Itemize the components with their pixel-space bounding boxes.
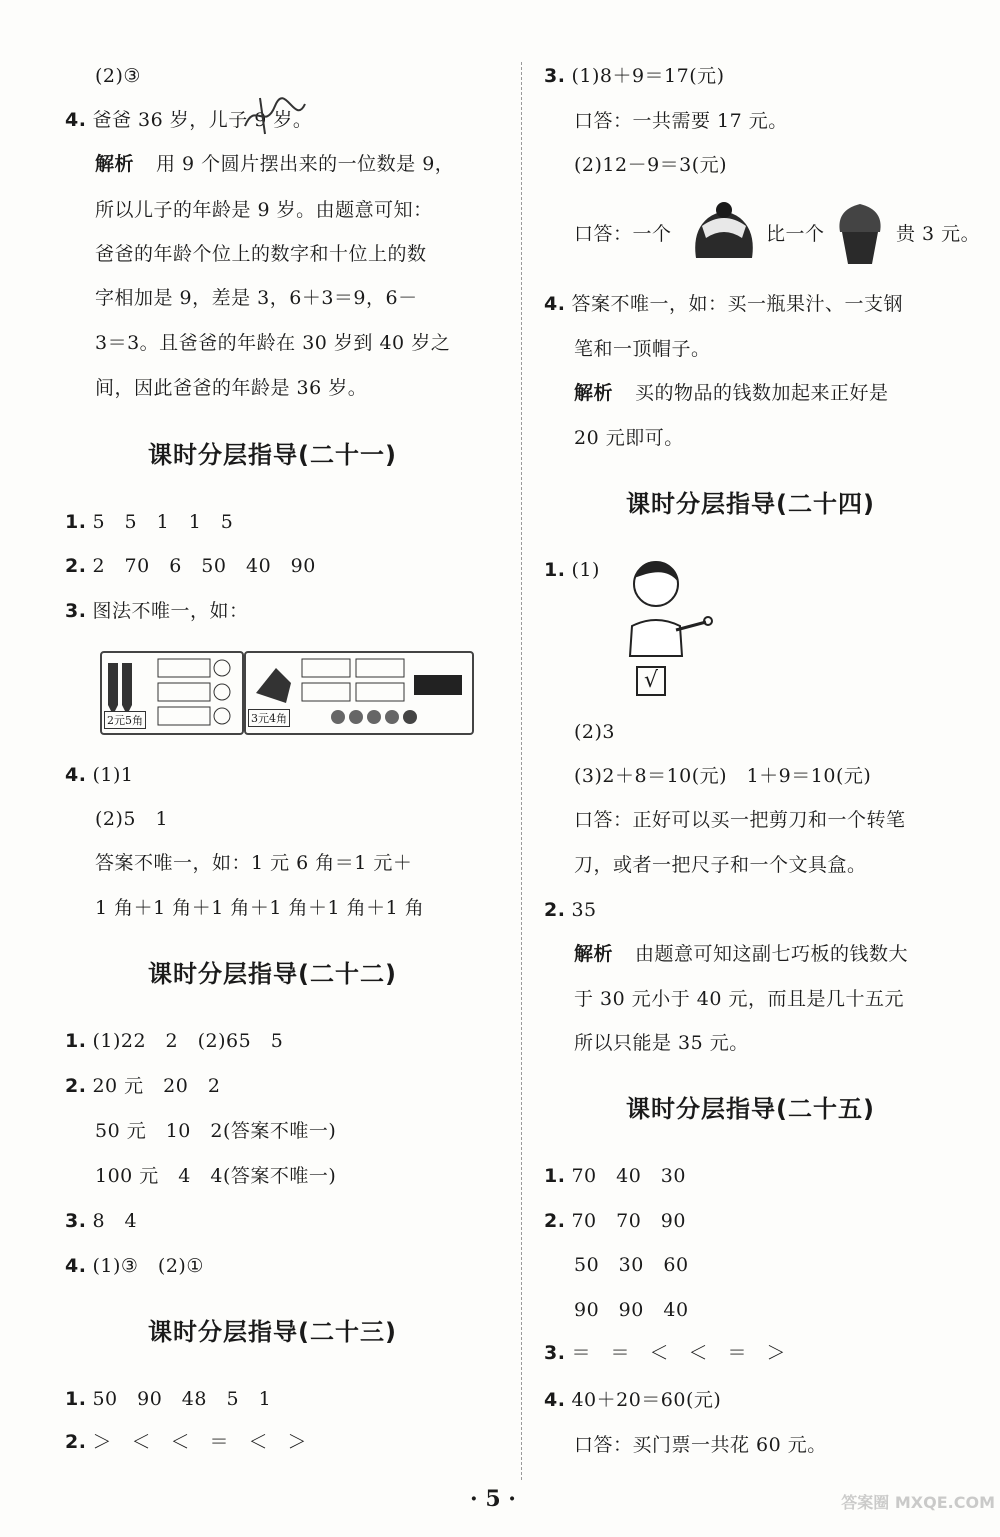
answer-row bbox=[65, 1207, 137, 1235]
answer-row bbox=[544, 1162, 686, 1190]
answer-text: (1)③ (2)① bbox=[92, 1255, 204, 1277]
answer-line: (2)5 1 bbox=[95, 808, 169, 830]
answer-text: 贵 3 元。 bbox=[896, 223, 981, 245]
answer-text: 8 4 bbox=[92, 1210, 138, 1232]
muffin-icon bbox=[830, 196, 890, 268]
answer-row bbox=[65, 1027, 283, 1055]
analysis-line: 所以儿子的年龄是 9 岁。由题意可知： bbox=[95, 199, 433, 221]
analysis-line: 3＝3。且爸爸的年龄在 30 岁到 40 岁之 bbox=[95, 332, 451, 354]
analysis-label: 解析 bbox=[574, 382, 614, 404]
section-heading-21: 课时分层指导(二十一) bbox=[148, 441, 397, 469]
answer-line: 口答：买门票一共花 60 元。 bbox=[574, 1434, 827, 1456]
answer-row bbox=[544, 290, 903, 318]
answer-text: (1)22 2 (2)65 5 bbox=[92, 1030, 284, 1052]
answer-text: 70 40 30 bbox=[571, 1165, 686, 1187]
analysis-text: 由题意可知这副七巧板的钱数大 bbox=[635, 943, 909, 965]
answer-line: 口答：正好可以买一把剪刀和一个转笔 bbox=[574, 809, 906, 831]
analysis-line: 所以只能是 35 元。 bbox=[574, 1032, 749, 1054]
answer-row bbox=[65, 1072, 220, 1100]
analysis-line: 间，因此爸爸的年龄是 36 岁。 bbox=[95, 377, 368, 399]
analysis-line bbox=[574, 940, 908, 968]
answer-row bbox=[544, 1386, 721, 1414]
answer-text: 40＋20＝60(元) bbox=[571, 1389, 722, 1411]
answer-text: (1) bbox=[571, 559, 600, 581]
answer-line: (3)2＋8＝10(元) 1＋9＝10(元) bbox=[574, 765, 872, 787]
answer-text: 比一个 bbox=[766, 223, 825, 245]
analysis-label: 解析 bbox=[95, 153, 135, 175]
analysis-line bbox=[574, 379, 889, 407]
question-number: 2. bbox=[65, 555, 87, 577]
answer-text: 答案不唯一，如：买一瓶果汁、一支钢 bbox=[571, 293, 903, 315]
answer-row bbox=[544, 1339, 786, 1367]
analysis-line bbox=[95, 150, 454, 178]
answer-text: 70 70 90 bbox=[571, 1210, 686, 1232]
analysis-label: 解析 bbox=[574, 943, 614, 965]
analysis-line: 字相加是 9，差是 3，6＋3＝9，6－ bbox=[95, 287, 418, 309]
answer-line: (2)③ bbox=[95, 65, 141, 87]
answer-row bbox=[65, 761, 133, 789]
question-number: 4. bbox=[65, 109, 87, 131]
question-number: 2. bbox=[65, 1431, 87, 1453]
question-number: 3. bbox=[65, 600, 87, 622]
answer-row bbox=[544, 1207, 686, 1235]
answer-text: 5 5 1 1 5 bbox=[92, 511, 234, 533]
answer-row bbox=[65, 1385, 271, 1413]
section-heading-23: 课时分层指导(二十三) bbox=[148, 1318, 397, 1346]
question-number: 4. bbox=[544, 293, 566, 315]
answer-row bbox=[65, 1252, 204, 1280]
price-label: 3元4角 bbox=[248, 709, 290, 727]
answer-text: 20 元 20 2 bbox=[92, 1075, 221, 1097]
answer-text: 图法不唯一，如： bbox=[92, 600, 249, 622]
question-number: 1. bbox=[65, 1388, 87, 1410]
answer-line: 刀，或者一把尺子和一个文具盒。 bbox=[574, 854, 867, 876]
question-number: 4. bbox=[544, 1389, 566, 1411]
answer-row bbox=[65, 597, 248, 625]
analysis-line: 于 30 元小于 40 元，而且是几十五元 bbox=[574, 988, 905, 1010]
answer-row bbox=[544, 556, 600, 584]
answer-row bbox=[544, 896, 597, 924]
question-number: 3. bbox=[544, 65, 566, 87]
answer-text: 2 70 6 50 40 90 bbox=[92, 555, 316, 577]
answer-text: (1)8＋9＝17(元) bbox=[571, 65, 725, 87]
answer-text: ＞ ＜ ＜ ＝ ＜ ＞ bbox=[92, 1431, 307, 1453]
price-label: 2元5角 bbox=[104, 711, 146, 729]
answer-line: 笔和一顶帽子。 bbox=[574, 338, 711, 360]
answer-line: 100 元 4 4(答案不唯一) bbox=[95, 1165, 337, 1187]
money-figure-b bbox=[244, 651, 474, 735]
answer-line: 1 角＋1 角＋1 角＋1 角＋1 角＋1 角 bbox=[95, 897, 425, 919]
watermark-text: 答案圈 MXQE.COM bbox=[841, 1493, 995, 1512]
question-number: 1. bbox=[544, 1165, 566, 1187]
page-number: · 5 · bbox=[470, 1486, 516, 1512]
answer-text: 口答：一个 bbox=[574, 223, 672, 245]
answer-line: 50 30 60 bbox=[574, 1254, 689, 1276]
answer-row bbox=[65, 508, 233, 536]
question-number: 2. bbox=[544, 1210, 566, 1232]
answer-text: 35 bbox=[571, 899, 597, 921]
answer-row bbox=[65, 1428, 307, 1456]
answer-text: ＝ ＝ ＜ ＜ ＝ ＞ bbox=[571, 1342, 786, 1364]
question-number: 3. bbox=[544, 1342, 566, 1364]
section-heading-22: 课时分层指导(二十二) bbox=[148, 960, 397, 988]
answer-row bbox=[544, 62, 725, 90]
money-figure-a bbox=[100, 651, 244, 735]
question-number: 1. bbox=[65, 511, 87, 533]
section-heading-24: 课时分层指导(二十四) bbox=[626, 490, 875, 518]
answer-line: (2)12－9＝3(元) bbox=[574, 154, 728, 176]
answer-text: 爸爸 36 岁，儿子 9 岁。 bbox=[92, 109, 313, 131]
question-number: 1. bbox=[544, 559, 566, 581]
question-number: 1. bbox=[65, 1030, 87, 1052]
answer-row bbox=[65, 552, 316, 580]
answer-line: 50 元 10 2(答案不唯一) bbox=[95, 1120, 337, 1142]
question-number: 4. bbox=[65, 1255, 87, 1277]
answer-line-with-images bbox=[574, 220, 672, 248]
boy-pointing-icon bbox=[616, 556, 716, 666]
watermark bbox=[835, 1475, 995, 1535]
handwriting-scribble bbox=[240, 96, 310, 136]
question-number: 2. bbox=[544, 899, 566, 921]
answer-line: 口答：一共需要 17 元。 bbox=[574, 110, 788, 132]
answer-line: 20 元即可。 bbox=[574, 427, 684, 449]
question-number: 3. bbox=[65, 1210, 87, 1232]
question-number: 4. bbox=[65, 764, 87, 786]
section-heading-25: 课时分层指导(二十五) bbox=[626, 1095, 875, 1123]
answer-text: (1)1 bbox=[92, 764, 134, 786]
checkmark-box: √ bbox=[636, 666, 666, 696]
answer-text: 50 90 48 5 1 bbox=[92, 1388, 272, 1410]
answer-line: (2)3 bbox=[574, 721, 616, 743]
column-divider bbox=[521, 62, 522, 1480]
cake-icon bbox=[688, 196, 760, 266]
answer-line: 90 90 40 bbox=[574, 1299, 689, 1321]
question-number: 2. bbox=[65, 1075, 87, 1097]
analysis-text: 用 9 个圆片摆出来的一位数是 9， bbox=[156, 153, 455, 175]
analysis-line: 爸爸的年龄个位上的数字和十位上的数 bbox=[95, 243, 427, 265]
analysis-text: 买的物品的钱数加起来正好是 bbox=[635, 382, 889, 404]
answer-line: 答案不唯一，如：1 元 6 角＝1 元＋ bbox=[95, 852, 413, 874]
